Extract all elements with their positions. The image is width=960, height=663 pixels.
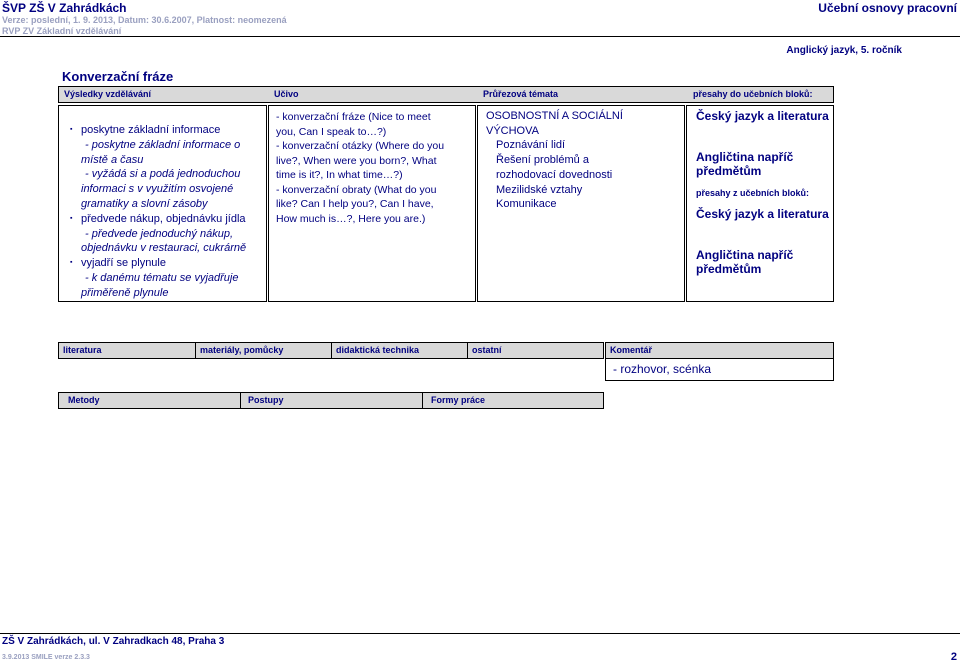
resources-materials-header: materiály, pomůcky bbox=[200, 345, 284, 355]
outcome-detail: - k danému tématu se vyjadřuje bbox=[85, 271, 239, 284]
content-line: like? Can I help you?, Can I have, bbox=[276, 198, 434, 210]
content-line: - konverzační obraty (What do you bbox=[276, 183, 437, 196]
resources-header-row bbox=[58, 342, 604, 359]
outcome-item: ▪ vyjadří se plynule bbox=[81, 256, 246, 271]
outcome-item: ▪ poskytne základní informace bbox=[81, 123, 246, 138]
content-line: - konverzační otázky (Where do you bbox=[276, 140, 445, 152]
document-type: Učební osnovy pracovní bbox=[818, 1, 957, 15]
comment-cell bbox=[605, 358, 834, 381]
outcome-detail: - vyžádá si a podá jednoduchou bbox=[85, 168, 241, 181]
methods-header-row bbox=[58, 392, 604, 409]
resources-other-header: ostatní bbox=[472, 345, 502, 355]
column-outcomes-header: Výsledky vzdělávání bbox=[64, 89, 152, 99]
outcome-detail: - předvede jednoduchý nákup, bbox=[85, 227, 233, 240]
outcome-item: ▪ předvede nákup, objednávku jídla bbox=[81, 212, 246, 227]
methods-divider bbox=[422, 393, 423, 408]
link-from-czech: Český jazyk a literatura bbox=[696, 207, 829, 221]
software-version: 3.9.2013 SMILE verze 2.3.3 bbox=[2, 654, 90, 661]
content-list bbox=[276, 110, 444, 226]
outcome-detail: přiměřeně plynule bbox=[81, 286, 169, 299]
link-to-czech: Český jazyk a literatura bbox=[696, 109, 829, 123]
school-address: ZŠ V Zahrádkách, ul. V Zahradkach 48, Praha 3 bbox=[2, 636, 225, 647]
outcome-detail: objednávku v restauraci, cukrárně bbox=[81, 242, 247, 255]
cross-topic-item: Mezilidské vztahy bbox=[496, 183, 583, 196]
outcomes-cell bbox=[58, 105, 267, 302]
comment-header bbox=[605, 342, 834, 359]
resources-divider bbox=[331, 343, 332, 358]
methods-divider bbox=[240, 393, 241, 408]
content-line: live?, When were you born?, What bbox=[276, 154, 437, 167]
cross-topic-heading: OSOBNOSTNÍ A SOCIÁLNÍ bbox=[486, 110, 623, 122]
column-overlap-header: přesahy do učebních bloků: bbox=[693, 89, 813, 99]
link-to-english: Angličtina napříč předmětům bbox=[696, 150, 794, 178]
column-cross-header: Průřezová témata bbox=[483, 89, 559, 99]
cross-topic-item: Poznávání lidí bbox=[496, 139, 566, 152]
link-from-english: Angličtina napříč předmětům bbox=[696, 248, 794, 276]
columns-header-row bbox=[58, 86, 834, 103]
comment-header-label: Komentář bbox=[610, 345, 653, 355]
comment-text: - rozhovor, scénka bbox=[613, 362, 712, 376]
outcome-detail: - poskytne základní informace o bbox=[85, 138, 241, 151]
content-cell bbox=[268, 105, 476, 302]
links-from-label: přesahy z učebních bloků: bbox=[696, 188, 810, 198]
subject-grade: Anglický jazyk, 5. ročník bbox=[786, 45, 902, 56]
version-line: Verze: poslední, 1. 9. 2013, Datum: 30.6.2007, Platnost: neomezená bbox=[2, 15, 287, 25]
content-line: you, Can I speak to…?) bbox=[276, 125, 387, 138]
column-content-header: Učivo bbox=[274, 89, 299, 99]
footer-divider bbox=[0, 633, 960, 634]
outcome-detail: místě a času bbox=[81, 153, 144, 166]
section-title: Konverzační fráze bbox=[62, 69, 174, 84]
cross-topic-item: Řešení problémů a bbox=[496, 154, 589, 167]
cross-topics-cell bbox=[477, 105, 685, 302]
resources-literature-header: literatura bbox=[63, 345, 102, 355]
cross-topics-list bbox=[486, 109, 623, 212]
rvp-line: RVP ZV Základní vzdělávání bbox=[2, 26, 122, 36]
outcome-detail: informaci s v využitím osvojené bbox=[81, 183, 234, 196]
outcome-detail: gramatiky a slovní zásoby bbox=[81, 197, 208, 210]
procedures-header: Postupy bbox=[248, 395, 284, 405]
document-title: ŠVP ZŠ V Zahrádkách bbox=[2, 1, 127, 15]
cross-topic-item: Komunikace bbox=[496, 198, 557, 211]
outcomes-list bbox=[81, 123, 246, 301]
methods-header: Metody bbox=[68, 395, 100, 405]
header-divider bbox=[0, 36, 960, 37]
content-line: - konverzační fráze (Nice to meet bbox=[276, 111, 431, 123]
resources-divider bbox=[467, 343, 468, 358]
links-cell bbox=[686, 105, 834, 302]
resources-divider bbox=[195, 343, 196, 358]
content-line: How much is…?, Here you are.) bbox=[276, 212, 426, 225]
cross-topic-heading: VÝCHOVA bbox=[486, 124, 539, 137]
page-number: 2 bbox=[950, 651, 957, 663]
content-line: time is it?, In what time…?) bbox=[276, 169, 403, 181]
cross-topic-item: rozhodovací dovednosti bbox=[496, 168, 613, 181]
resources-technique-header: didaktická technika bbox=[336, 345, 420, 355]
work-forms-header: Formy práce bbox=[431, 395, 486, 405]
